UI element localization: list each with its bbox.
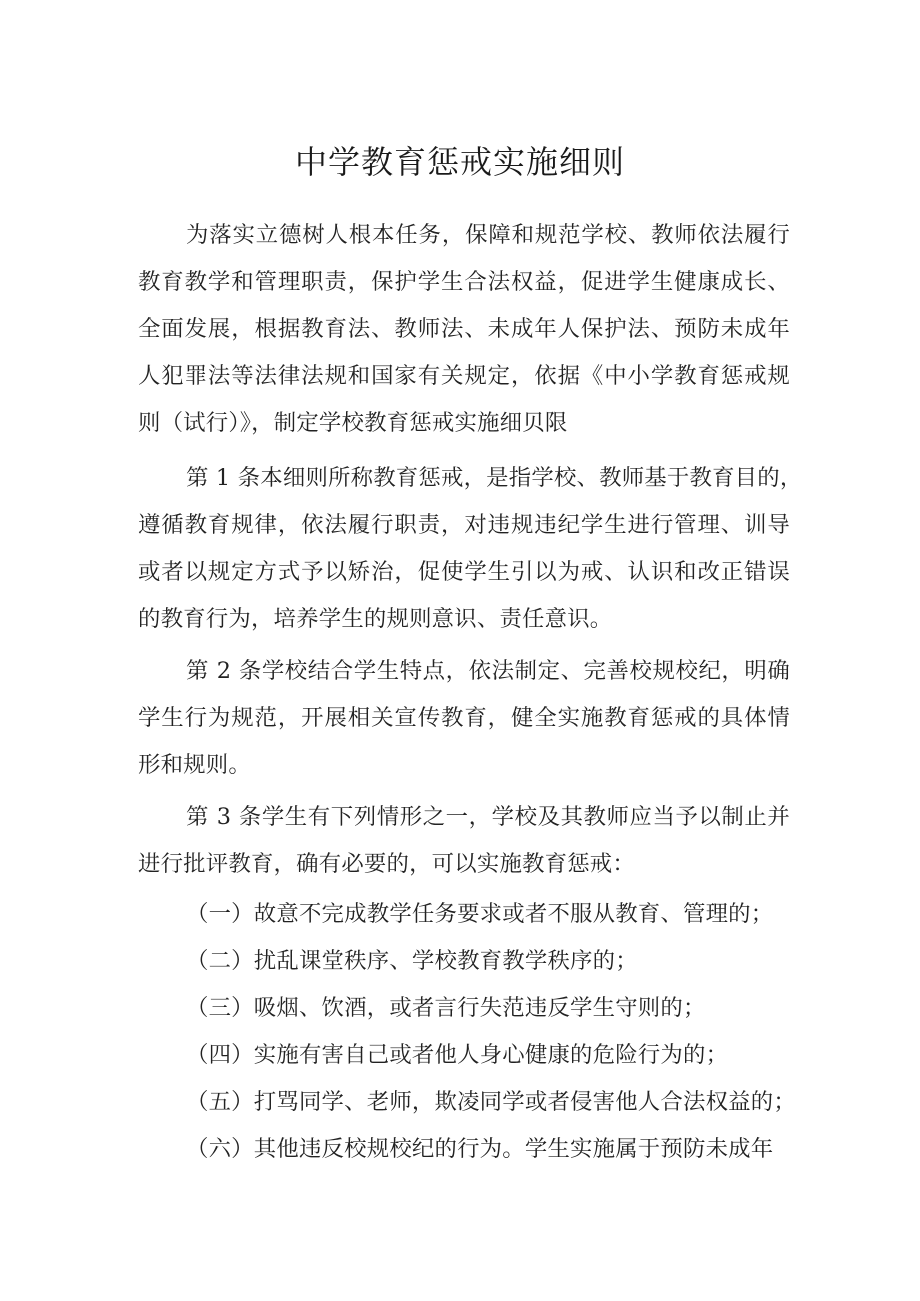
article-1-line-4: 的教育行为，培养学生的规则意识、责任意识。 xyxy=(138,606,613,632)
document-title: 中学教育惩戒实施细则 xyxy=(294,143,625,181)
list-item: （六）其他违反校规校纪的行为。学生实施属于预防未成年 xyxy=(186,1136,774,1162)
article-3-line-1: 第 3 条学生有下列情形之一，学校及其教师应当予以制止并 xyxy=(186,804,790,830)
article-2-line-1: 第 2 条学校结合学生特点，依法制定、完善校规校纪，明确 xyxy=(186,658,790,684)
preamble-line-2: 教育教学和管理职责，保护学生合法权益，促进学生健康成长、 xyxy=(138,269,790,295)
article-1-line-1: 第 1 条本细则所称教育惩戒，是指学校、教师基于教育目的， xyxy=(186,465,803,491)
list-item: （一）故意不完成教学任务要求或者不服从教育、管理的； xyxy=(186,901,774,927)
article-3-line-2: 进行批评教育，确有必要的，可以实施教育惩戒： xyxy=(138,851,635,877)
preamble-line-4: 人犯罪法等法律法规和国家有关规定，依据《中小学教育惩戒规 xyxy=(138,363,790,389)
preamble-line-1: 为落实立德树人根本任务，保障和规范学校、教师依法履行 xyxy=(186,222,790,248)
article-2-line-3: 形和规则。 xyxy=(138,752,251,778)
article-1-line-2: 遵循教育规律，依法履行职责，对违规违纪学生进行管理、训导 xyxy=(138,512,790,538)
article-2-line-2: 学生行为规范，开展相关宣传教育，健全实施教育惩戒的具体情 xyxy=(138,705,790,731)
preamble-line-3: 全面发展，根据教育法、教师法、未成年人保护法、预防未成年 xyxy=(138,316,790,342)
preamble-line-5: 则（试行）》，制定学校教育惩戒实施细贝限 xyxy=(138,410,568,436)
list-item: （四）实施有害自己或者他人身心健康的危险行为的； xyxy=(186,1042,729,1068)
list-item: （五）打骂同学、老师，欺凌同学或者侵害他人合法权益的； xyxy=(186,1089,796,1115)
list-item: （二）扰乱课堂秩序、学校教育教学秩序的； xyxy=(186,948,638,974)
list-item: （三）吸烟、饮酒，或者言行失范违反学生守则的； xyxy=(186,995,706,1021)
article-1-line-3: 或者以规定方式予以矫治，促使学生引以为戒、认识和改正错误 xyxy=(138,559,790,585)
